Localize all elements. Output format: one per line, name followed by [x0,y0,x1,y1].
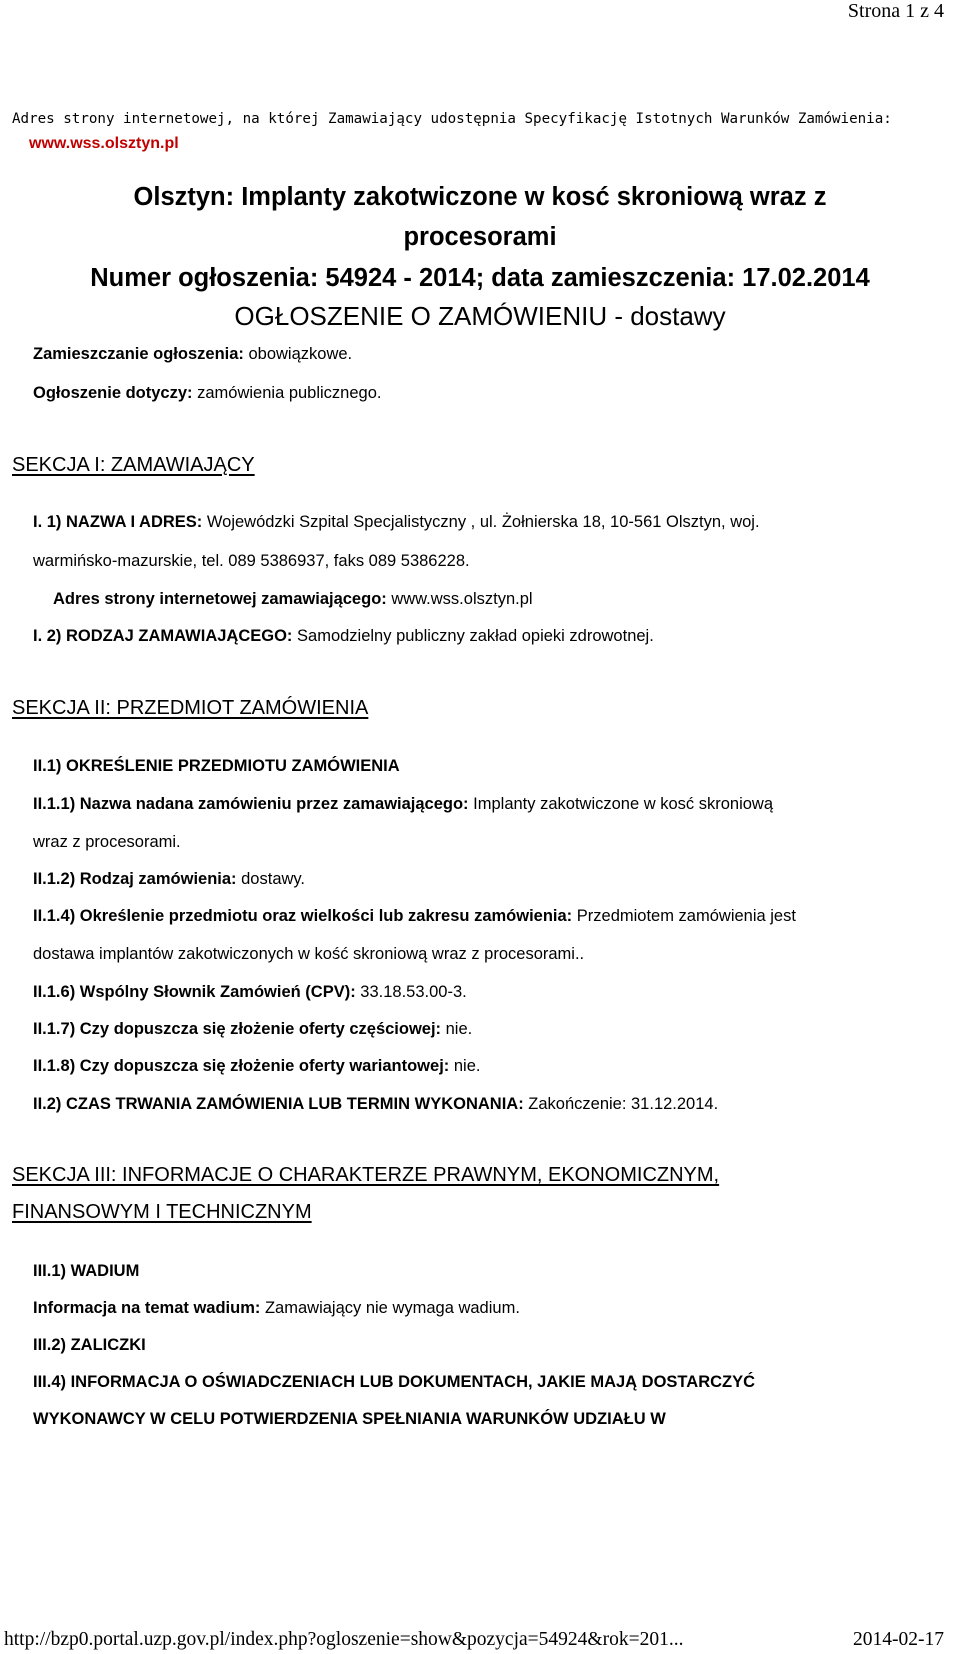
placement-label: Zamieszczanie ogłoszenia: [33,345,244,363]
contracting-www-line [53,590,533,609]
siwz-address-label: Adres strony internetowej, na której Zamawiający udostępnia Specyfikację Istotnych Warunków Zamówienia: [12,111,892,127]
contracting-name-value: Wojewódzki Szpital Specjalistyczny , ul. Żołnierska 18, 10-561 Olsztyn, woj. [202,513,760,531]
cpv-line [33,983,467,1002]
documents-heading-line2: WYKONAWCY W CELU POTWIERDZENIA SPEŁNIANIA WARUNKÓW UDZIAŁU W [33,1410,666,1428]
contracting-www-value: www.wss.olsztyn.pl [386,590,533,608]
order-type-value: dostawy. [236,870,306,888]
concerns-label: Ogłoszenie dotyczy: [33,384,193,402]
order-name-label: II.1.1) Nazwa nadana zamówieniu przez zamawiającego: [33,795,469,813]
section-1-heading: SEKCJA I: ZAMAWIAJĄCY [12,454,255,476]
concerns-value: zamówienia publicznego. [192,384,382,402]
contracting-address-line: warmińsko-mazurskie, tel. 089 5386937, faks 089 5386228. [33,552,470,570]
placement-value: obowiązkowe. [243,345,353,363]
partial-offer-value: nie. [441,1020,473,1038]
order-scope-value: Przedmiotem zamówienia jest [572,907,796,925]
contracting-type-line [33,627,654,646]
duration-label: II.2) CZAS TRWANIA ZAMÓWIENIA LUB TERMIN WYKONANIA: [33,1095,524,1113]
section-3-heading-line2: FINANSOWYM I TECHNICZNYM [12,1201,312,1223]
placement-line [33,345,352,364]
contracting-www-label: Adres strony internetowej zamawiającego: [53,590,387,608]
page-title-line2: procesorami [403,223,557,251]
contracting-name-label: I. 1) NAZWA I ADRES: [33,513,203,531]
documents-heading: III.4) INFORMACJA O OŚWIADCZENIACH LUB DOKUMENTACH, JAKIE MAJĄ DOSTARCZYĆ [33,1373,756,1391]
wadium-heading: III.1) WADIUM [33,1262,140,1280]
order-scope-label: II.1.4) Określenie przedmiotu oraz wielkości lub zakresu zamówienia: [33,907,573,925]
announcement-number: Numer ogłoszenia: 54924 - 2014; data zamieszczenia: 17.02.2014 [90,264,870,292]
order-name-line [33,795,773,814]
page-indicator: Strona 1 z 4 [847,0,944,22]
partial-offer-line [33,1020,472,1039]
contracting-name-line [33,513,760,532]
footer-date: 2014-02-17 [853,1629,944,1650]
wadium-info-label: Informacja na temat wadium: [33,1299,261,1317]
duration-line [33,1095,718,1114]
wadium-info-line [33,1299,520,1318]
order-scope-line [33,907,796,926]
subject-definition-heading: II.1) OKREŚLENIE PRZEDMIOTU ZAMÓWIENIA [33,757,400,775]
order-type-label: II.1.2) Rodzaj zamówienia: [33,870,237,888]
contracting-type-value: Samodzielny publiczny zakład opieki zdrowotnej. [292,627,654,645]
section-3-heading: SEKCJA III: INFORMACJE O CHARAKTERZE PRAWNYM, EKONOMICZNYM, [12,1164,720,1186]
contracting-type-label: I. 2) RODZAJ ZAMAWIAJĄCEGO: [33,627,293,645]
order-name-line2: wraz z procesorami. [33,833,181,851]
order-scope-line2: dostawa implantów zakotwiczonych w kość skroniową wraz z procesorami.. [33,945,585,963]
variant-offer-line [33,1057,480,1076]
order-name-value: Implanty zakotwiczone w kosć skroniową [468,795,774,813]
page-title: Olsztyn: Implanty zakotwiczone w kosć skroniową wraz z [133,183,827,211]
advances-heading: III.2) ZALICZKI [33,1336,146,1354]
siwz-url-link[interactable]: www.wss.olsztyn.pl [29,135,179,152]
partial-offer-label: II.1.7) Czy dopuszcza się złożenie oferty częściowej: [33,1020,442,1038]
section-2-heading: SEKCJA II: PRZEDMIOT ZAMÓWIENIA [12,697,369,719]
order-type-line [33,870,305,889]
cpv-label: II.1.6) Wspólny Słownik Zamówień (CPV): [33,983,356,1001]
wadium-info-value: Zamawiający nie wymaga wadium. [260,1299,520,1317]
cpv-value: 33.18.53.00-3. [355,983,467,1001]
announcement-type: OGŁOSZENIE O ZAMÓWIENIU - dostawy [234,301,726,331]
variant-offer-value: nie. [449,1057,481,1075]
duration-value: Zakończenie: 31.12.2014. [523,1095,719,1113]
footer-url: http://bzp0.portal.uzp.gov.pl/index.php?ogloszenie=show&pozycja=54924&rok=201... [4,1629,684,1650]
concerns-line [33,384,381,403]
variant-offer-label: II.1.8) Czy dopuszcza się złożenie oferty wariantowej: [33,1057,450,1075]
